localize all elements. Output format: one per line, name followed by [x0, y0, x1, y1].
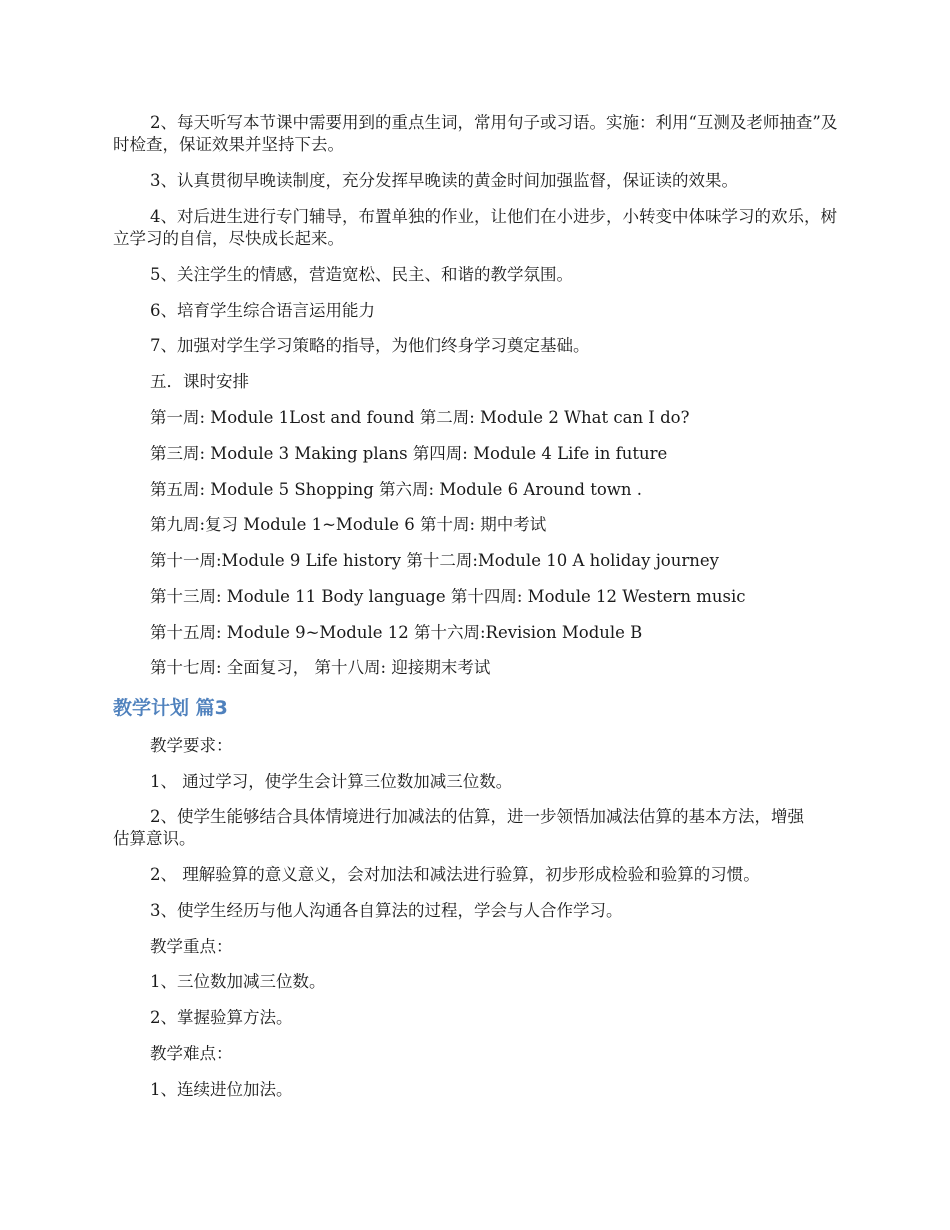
measure-item-6: 6、培育学生综合语言运用能力 — [150, 301, 375, 320]
schedule-line: 第十五周: Module 9~Module 12 第十六周:Revision Module B — [150, 623, 643, 642]
key-point-item: 1、三位数加减三位数。 — [150, 972, 326, 991]
key-point-item: 2、掌握验算方法。 — [150, 1008, 293, 1027]
difficulties-label: 教学难点： — [150, 1044, 233, 1063]
requirement-item: 3、使学生经历与他人沟通各自算法的过程，学会与人合作学习。 — [150, 901, 623, 920]
schedule-line: 第十三周: Module 11 Body language 第十四周: Module 12 Western music — [150, 587, 746, 606]
measure-item-2: 2、每天听写本节课中需要用到的重点生词，常用句子或习语。实施：利用“互测及老师抽查”及时检查，保证效果并坚持下去。 — [113, 113, 838, 154]
schedule-line: 第十七周: 全面复习， 第十八周: 迎接期末考试 — [150, 658, 491, 677]
schedule-line: 第一周: Module 1Lost and found 第二周: Module 2 What can I do? — [150, 408, 690, 427]
key-points-label: 教学重点： — [150, 937, 233, 956]
measure-item-4: 4、对后进生进行专门辅导，布置单独的作业，让他们在小进步，小转变中体味学习的欢乐，树立学习的自信，尽快成长起来。 — [113, 207, 837, 248]
measure-item-3: 3、认真贯彻早晚读制度，充分发挥早晚读的黄金时间加强监督，保证读的效果。 — [150, 171, 738, 190]
requirement-item: 1、 通过学习，使学生会计算三位数加减三位数。 — [150, 772, 513, 791]
difficulty-item: 1、连续进位加法。 — [150, 1080, 293, 1099]
schedule-line: 第五周: Module 5 Shopping 第六周: Module 6 Around town . — [150, 480, 643, 499]
requirement-item: 2、使学生能够结合具体情境进行加减法的估算，进一步领悟加减法估算的基本方法，增强估算意识。 — [113, 807, 804, 848]
requirement-item: 2、 理解验算的意义意义，会对加法和减法进行验算，初步形成检验和验算的习惯。 — [150, 865, 760, 884]
requirements-label: 教学要求： — [150, 736, 233, 755]
measure-item-5: 5、关注学生的情感，营造宽松、民主、和谐的教学氛围。 — [150, 265, 573, 284]
schedule-line: 第九周:复习 Module 1~Module 6 第十周: 期中考试 — [150, 515, 547, 534]
measure-item-7: 7、加强对学生学习策略的指导，为他们终身学习奠定基础。 — [150, 336, 590, 355]
section-heading: 教学计划 篇3 — [113, 697, 228, 719]
schedule-title: 五．课时安排 — [150, 372, 249, 391]
schedule-line: 第十一周:Module 9 Life history 第十二周:Module 10 A holiday journey — [150, 551, 719, 570]
schedule-line: 第三周: Module 3 Making plans 第四周: Module 4 Life in future — [150, 444, 668, 463]
